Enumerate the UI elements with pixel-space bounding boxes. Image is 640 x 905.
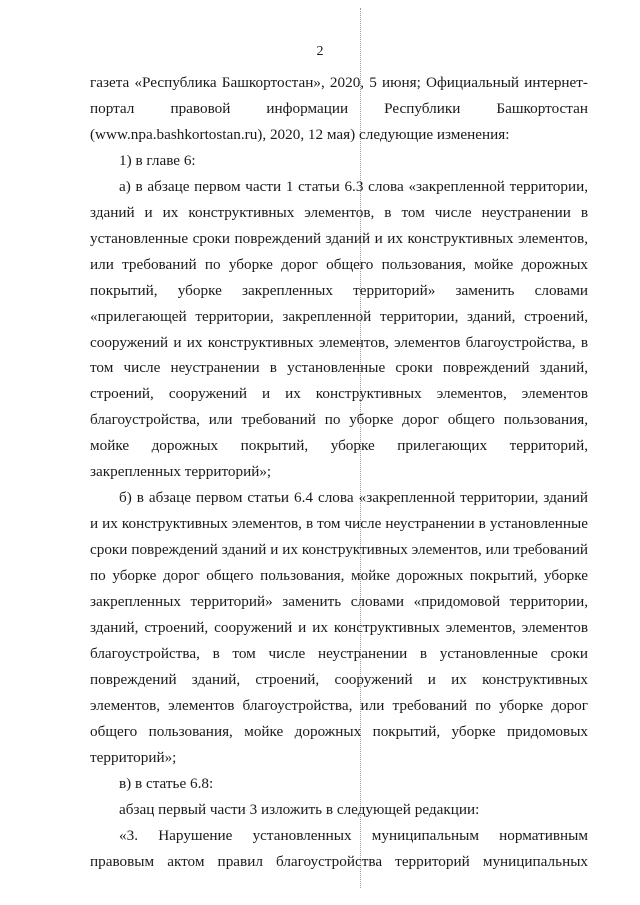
paragraph-intro-continuation: газета «Республика Башкортостан», 2020, 5 июня; Официальный интернет-портал правовой информации Республики Башкортостан (www.npa.bashkortostan.ru), 2020, 12 мая) следующие изменения: [90, 74, 588, 143]
paragraph-item-a: а) в абзаце первом части 1 статьи 6.3 слова «закрепленной территории, зданий и их конструктивных элементов, в том числе неустранении в установленные сроки повреждений зданий и их конструктивных элементов, или требований по уборке дорог общего пользования, мойке дорожных покрытий, уборке закрепленных территорий» заменить словами «прилегающей территории, закрепленной территории, зданий, строений, сооружений и их конструктивных элементов, элементов благоустройства, в том числе неустранении в установленные сроки повреждений зданий, строений, сооружений и их конструктивных элементов, элементов благоустройства, или требований по уборке дорог общего пользования, мойке дорожных покрытий, уборке прилегающих территорий, закрепленных территорий»; [90, 177, 588, 481]
document-body [90, 70, 588, 875]
paragraph-item-v: в) в статье 6.8: [119, 774, 214, 792]
page-number: 2 [316, 44, 324, 59]
paragraph-part-3-text: «3. Нарушение установленных муниципальным нормативным правовым актом правил благоустройства территорий муниципальных [90, 826, 588, 870]
paragraph-part-3-intro: абзац первый части 3 изложить в следующей редакции: [119, 800, 480, 818]
paragraph-item-b: б) в абзаце первом статьи 6.4 слова «закрепленной территории, зданий и их конструктивных элементов, в том числе неустранении в установленные сроки повреждений зданий и их конструктивных элементов, или требований по уборке дорог общего пользования, мойке дорожных покрытий, уборке закрепленных территорий» заменить словами «придомовой территории, зданий, строений, сооружений и их конструктивных элементов, элементов благоустройства, в том числе неустранении в установленные сроки повреждений зданий, строений, сооружений и их конструктивных элементов, элементов благоустройства, или требований по уборке дорог общего пользования, мойке дорожных покрытий, уборке придомовых территорий»; [90, 489, 588, 766]
paragraph-chapter-6: 1) в главе 6: [119, 151, 196, 169]
